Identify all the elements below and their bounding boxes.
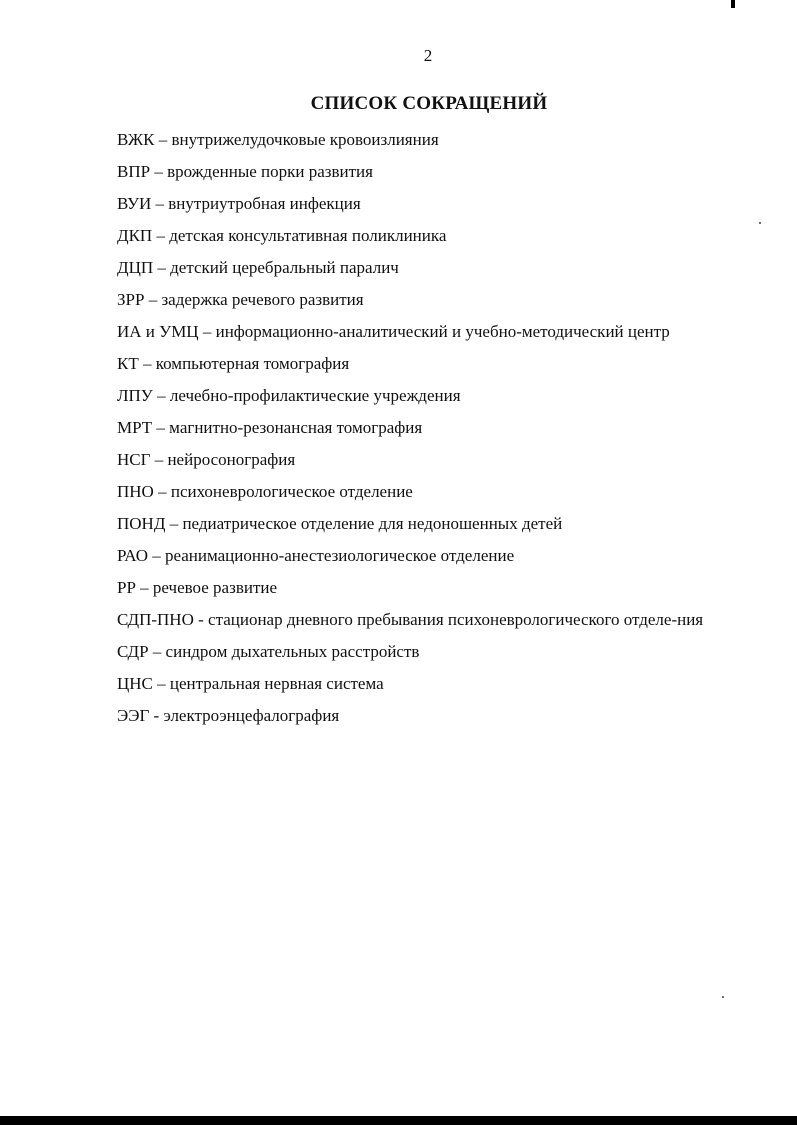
list-item [117, 508, 757, 540]
abbreviation-term: СДР [117, 642, 149, 661]
abbreviation-term: ДКП [117, 226, 153, 245]
separator: – [152, 674, 170, 693]
abbreviation-term: ИА и УМЦ [117, 322, 199, 341]
abbreviation-definition: центральная нервная система [169, 674, 384, 693]
abbreviation-definition: стационар дневного пребывания психоневрологического отделе-ния [208, 610, 704, 629]
list-item [117, 252, 757, 284]
abbreviation-definition: синдром дыхательных расстройств [165, 642, 420, 661]
page-number: 2 [423, 46, 433, 65]
abbreviation-term: ЛПУ [117, 386, 153, 405]
list-item [117, 668, 757, 700]
separator: – [152, 386, 170, 405]
list-item [117, 444, 757, 476]
list-item [117, 124, 757, 156]
separator: – [148, 546, 165, 565]
list-item [117, 284, 757, 316]
abbreviation-definition: врожденные порки развития [167, 162, 373, 181]
abbreviation-term: ЦНС [117, 674, 153, 693]
list-item [117, 700, 757, 732]
separator: - [193, 610, 209, 629]
abbreviation-definition: детский церебральный паралич [170, 258, 399, 277]
abbreviation-list [117, 124, 757, 732]
separator: – [150, 450, 168, 469]
page-title: СПИСОК СОКРАЩЕНИЙ [310, 93, 548, 114]
separator: – [144, 290, 162, 309]
abbreviation-term: СДП-ПНО [117, 610, 194, 629]
list-item [117, 316, 757, 348]
list-item [117, 604, 757, 636]
abbreviation-term: ВУИ [117, 194, 152, 213]
scan-bottom-edge [0, 1116, 797, 1125]
list-item [117, 572, 757, 604]
abbreviation-definition: нейросонография [167, 450, 296, 469]
abbreviation-term: ЭЭГ [117, 706, 150, 725]
list-item [117, 348, 757, 380]
separator: – [138, 354, 156, 373]
abbreviation-definition: электроэнцефалография [163, 706, 340, 725]
abbreviation-term: ЗРР [117, 290, 145, 309]
abbreviation-term: ДЦП [117, 258, 154, 277]
abbreviation-term: МРТ [117, 418, 153, 437]
separator: – [153, 258, 171, 277]
list-item [117, 156, 757, 188]
abbreviation-term: ПОНД [117, 514, 166, 533]
abbreviation-term: НСГ [117, 450, 151, 469]
separator: – [148, 642, 166, 661]
abbreviation-term: РАО [117, 546, 148, 565]
list-item [117, 412, 757, 444]
separator: – [153, 482, 171, 501]
separator: – [154, 130, 172, 149]
scan-speck [722, 996, 724, 998]
abbreviation-definition: психоневрологическое отделение [170, 482, 413, 501]
abbreviation-definition: компьютерная томография [155, 354, 350, 373]
abbreviation-definition: детская консультативная поликлиника [169, 226, 447, 245]
list-item [117, 636, 757, 668]
list-item [117, 220, 757, 252]
separator: – [152, 418, 170, 437]
list-item [117, 188, 757, 220]
separator: – [135, 578, 153, 597]
separator: – [151, 194, 169, 213]
scan-corner-mark [731, 0, 735, 8]
abbreviation-definition: лечебно-профилактические учреждения [169, 386, 461, 405]
abbreviation-definition: речевое развитие [152, 578, 278, 597]
abbreviation-definition: информационно-аналитический и учебно-методический центр [215, 322, 670, 341]
abbreviation-definition: задержка речевого развития [161, 290, 364, 309]
scan-speck [759, 222, 761, 224]
list-item [117, 380, 757, 412]
abbreviation-term: ПНО [117, 482, 154, 501]
abbreviation-term: ВЖК [117, 130, 155, 149]
separator: – [165, 514, 183, 533]
separator: - [149, 706, 164, 725]
abbreviation-term: ВПР [117, 162, 151, 181]
abbreviation-definition: реанимационно-анестезиологическое отделение [165, 546, 515, 565]
separator: – [150, 162, 168, 181]
abbreviation-definition: магнитно-резонансная томография [169, 418, 423, 437]
abbreviation-definition: внутрижелудочковые кровоизлияния [171, 130, 439, 149]
abbreviation-definition: педиатрическое отделение для недоношенных детей [182, 514, 563, 533]
abbreviation-term: КТ [117, 354, 139, 373]
separator: – [198, 322, 216, 341]
separator: – [152, 226, 170, 245]
abbreviation-definition: внутриутробная инфекция [168, 194, 361, 213]
list-item [117, 476, 757, 508]
list-item [117, 540, 757, 572]
abbreviation-term: РР [117, 578, 136, 597]
